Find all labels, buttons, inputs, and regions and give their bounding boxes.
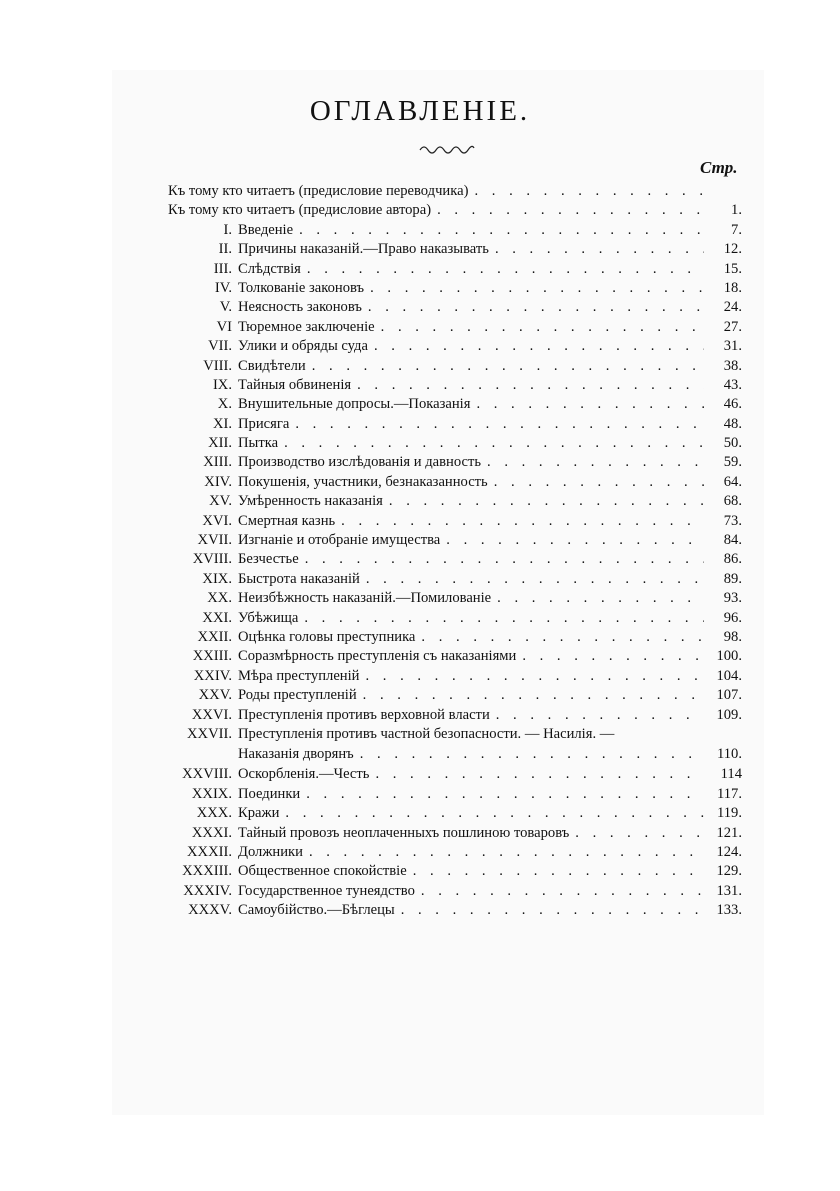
chapter-number: X. [217,396,232,413]
page-number: 121. [716,824,742,841]
page-number: 107. [716,687,742,704]
chapter-number: XXXI. [191,824,232,841]
chapter-title: Толкованiе законовъ [238,279,365,296]
page-number: 64. [723,473,742,490]
chapter-number: VI [216,318,232,335]
page-number: 119. [717,805,742,822]
chapter-title: Къ тому кто читаетъ (предисловие переводчика) [168,183,469,199]
page-number: 48. [723,415,742,432]
chapter-number: XVIII. [192,551,232,568]
dot-leader [341,512,704,531]
toc-entry [168,765,742,784]
chapter-title: Быстрота наказанiй [238,570,360,587]
toc-entry [168,804,742,823]
toc-entry [168,647,742,666]
chapter-number: XIII. [203,454,232,471]
chapter-number: XVII. [197,532,232,549]
chapter-title: Умѣренность наказанiя [238,493,383,510]
chapter-number: XXXIV. [183,882,232,899]
toc-entry [168,415,742,434]
chapter-title: Убѣжища [238,609,299,626]
chapter-title: Неизбѣжность наказанiй.—Помилованiе [238,590,492,607]
chapter-title: Государственное тунеядство [238,882,415,899]
chapter-title: Преступленiя противъ верховной власти [238,706,490,723]
dot-leader [413,862,704,881]
toc-entry [168,434,742,453]
chapter-title: Введенiе [238,221,294,238]
dot-leader [494,473,704,492]
toc-entry [168,337,742,356]
toc-entry [168,550,742,569]
page-number: 73. [723,512,742,529]
page-number: 68. [723,493,742,510]
chapter-title: Причины наказанiй.—Право наказывать [238,241,489,258]
toc-entry [168,512,742,531]
chapter-number: XXI. [202,609,232,626]
page-number: 86. [723,551,742,568]
page-number: 38. [723,357,742,374]
dot-leader [309,843,704,862]
page-number: 15. [723,260,742,277]
chapter-title: Роды преступленiй [238,687,357,704]
toc-entry [168,667,742,686]
toc-entry [168,609,742,628]
chapter-title: Изгнанiе и отобранiе имущества [238,532,441,549]
dot-leader [295,415,704,434]
toc-entry [168,531,742,550]
dot-leader [401,901,704,920]
dot-leader [363,686,704,705]
dot-leader [421,882,704,901]
toc-entry [168,901,742,920]
dot-leader [305,550,704,569]
dot-leader [496,706,704,725]
page-number: 31. [723,338,742,355]
page-number: 117. [717,785,742,802]
toc-entry [168,201,742,220]
chapter-title: Производство изслѣдованiя и давность [238,454,482,471]
toc-entry [168,279,742,298]
toc-entry [168,706,742,725]
toc-entry [168,318,742,337]
dot-leader [381,318,704,337]
toc-entry [168,182,742,201]
dot-leader [370,279,704,298]
chapter-title: Внушительные допросы.—Показанiя [238,396,471,413]
page-number: 84. [723,532,742,549]
chapter-number: XXVI. [191,706,232,723]
chapter-number: V. [219,299,232,316]
toc-entry [168,492,742,511]
toc-entry-continuation [168,744,742,765]
page-number: 50. [723,435,742,452]
page-number: 110. [717,746,742,763]
toc-entry [168,824,742,843]
toc-entry [168,376,742,395]
chapter-number: XXXII. [187,843,232,860]
page-number: 96. [723,609,742,626]
page-number: 131. [716,882,742,899]
dot-leader [389,492,704,511]
page-number: 114 [720,766,742,783]
page-number: 43. [723,376,742,393]
chapter-number: XXXIII. [182,863,232,880]
chapter-number: I. [223,221,232,238]
page-title: ОГЛАВЛЕНIЕ. [309,95,531,127]
table-of-contents [168,182,742,920]
chapter-title: Оцѣнка головы преступника [238,628,416,645]
chapter-title: Свидѣтели [238,357,306,374]
dot-leader [307,260,704,279]
toc-entry [168,298,742,317]
chapter-number: XVI. [202,512,232,529]
page-number: 133. [716,902,742,919]
chapter-title: Слѣдствiя [238,260,301,277]
chapter-title: Неясность законовъ [238,299,362,316]
dot-leader [375,765,704,784]
chapter-number: XXIII. [192,648,232,665]
chapter-title: Общественное спокойствiе [238,863,407,880]
toc-entry [168,589,742,608]
toc-entry [168,686,742,705]
toc-entry [168,453,742,472]
dot-leader [522,647,704,666]
page-number: 104. [716,667,742,684]
dot-leader [285,804,704,823]
toc-entry [168,570,742,589]
toc-entry [168,357,742,376]
page-number: 24. [723,299,742,316]
dot-leader [304,609,704,628]
chapter-number: XXX. [196,805,232,822]
dot-leader [306,785,704,804]
dot-leader [374,337,704,356]
chapter-number: VII. [208,338,232,355]
page-number: 12. [723,241,742,258]
chapter-number: XXXV. [188,902,232,919]
page-number: 98. [723,628,742,645]
dot-leader [497,589,704,608]
chapter-title: Улики и обряды суда [238,338,368,355]
chapter-title: Покушенiя, участники, безнаказанность [238,473,488,490]
toc-entry [168,843,742,862]
page-number: 124. [716,843,742,860]
chapter-title: Оскорбленiя.—Честь [238,766,370,783]
dot-leader [357,376,704,395]
chapter-number: XXIX. [191,785,232,802]
toc-entry [168,473,742,492]
chapter-title: Тюремное заключенiе [238,318,375,335]
chapter-number: XXVII. [187,725,232,742]
chapter-number: IX. [212,376,232,393]
dot-leader [575,824,704,843]
chapter-title: Тайный провозъ неоплаченныхъ пошлиною товаровъ [238,824,570,841]
page-number: 89. [723,570,742,587]
dot-leader [366,570,704,589]
dot-leader [446,531,704,550]
chapter-title: Тайныя обвиненiя [238,376,352,393]
chapter-title-continued: Наказанiя дворянъ [238,746,354,763]
dot-leader [284,434,704,453]
chapter-number: VIII. [203,357,232,374]
chapter-title: Присяга [238,415,290,432]
dot-leader [474,182,704,201]
chapter-number: XXII. [197,628,232,645]
chapter-number: XXIV. [193,667,232,684]
dot-leader [421,628,704,647]
chapter-title: Къ тому кто читаетъ (предисловие автора) [168,202,432,219]
page-column-label: Стр. [700,158,738,177]
dot-leader [312,357,704,376]
page-number: 100. [716,648,742,665]
decorative-flourish-icon [418,142,476,154]
page-number: 46. [723,396,742,413]
dot-leader [365,667,704,686]
chapter-title: Смертная казнь [238,512,336,529]
page-number: 1. [731,202,742,219]
dot-leader [368,298,704,317]
chapter-title: Самоубiйство.—Бѣглецы [238,902,395,919]
page-number: 27. [723,318,742,335]
chapter-number: XXVIII. [182,766,232,783]
toc-entry [168,862,742,881]
chapter-title: Соразмѣрность преступленiя съ наказанiями [238,648,517,665]
toc-entry [168,628,742,647]
chapter-number: XIV. [204,473,232,490]
chapter-title: Безчестье [238,551,299,568]
toc-entry [168,260,742,279]
page-number: 59. [723,454,742,471]
chapter-number: XIX. [202,570,232,587]
chapter-title: Мѣра преступленiй [238,667,360,684]
chapter-number: II. [218,241,232,258]
page-number: 93. [723,590,742,607]
chapter-number: XXV. [198,687,232,704]
chapter-number: XV. [209,493,232,510]
dot-leader [437,201,704,220]
page-number: 18. [723,279,742,296]
page-number: 129. [716,863,742,880]
toc-entry [168,882,742,901]
chapter-number: III. [213,260,232,277]
chapter-title: Пытка [238,435,279,452]
chapter-title: Преступленiя противъ частной безопасности. — Насилiя. — [238,725,615,742]
chapter-title: Поединки [238,785,301,802]
chapter-title: Кражи [238,805,280,822]
dot-leader [495,240,704,259]
dot-leader [476,395,704,414]
toc-entry [168,240,742,259]
page-number: 7. [731,221,742,238]
dot-leader [360,744,704,765]
chapter-number: IV. [214,279,232,296]
toc-entry [168,785,742,804]
chapter-number: XX. [207,590,232,607]
chapter-number: XII. [208,435,232,452]
toc-entry [168,725,742,744]
page-number: 109. [716,706,742,723]
toc-entry [168,395,742,414]
dot-leader [487,453,704,472]
toc-entry [168,221,742,240]
dot-leader [299,221,704,240]
chapter-number: XI. [212,415,232,432]
chapter-title: Должники [238,843,303,860]
